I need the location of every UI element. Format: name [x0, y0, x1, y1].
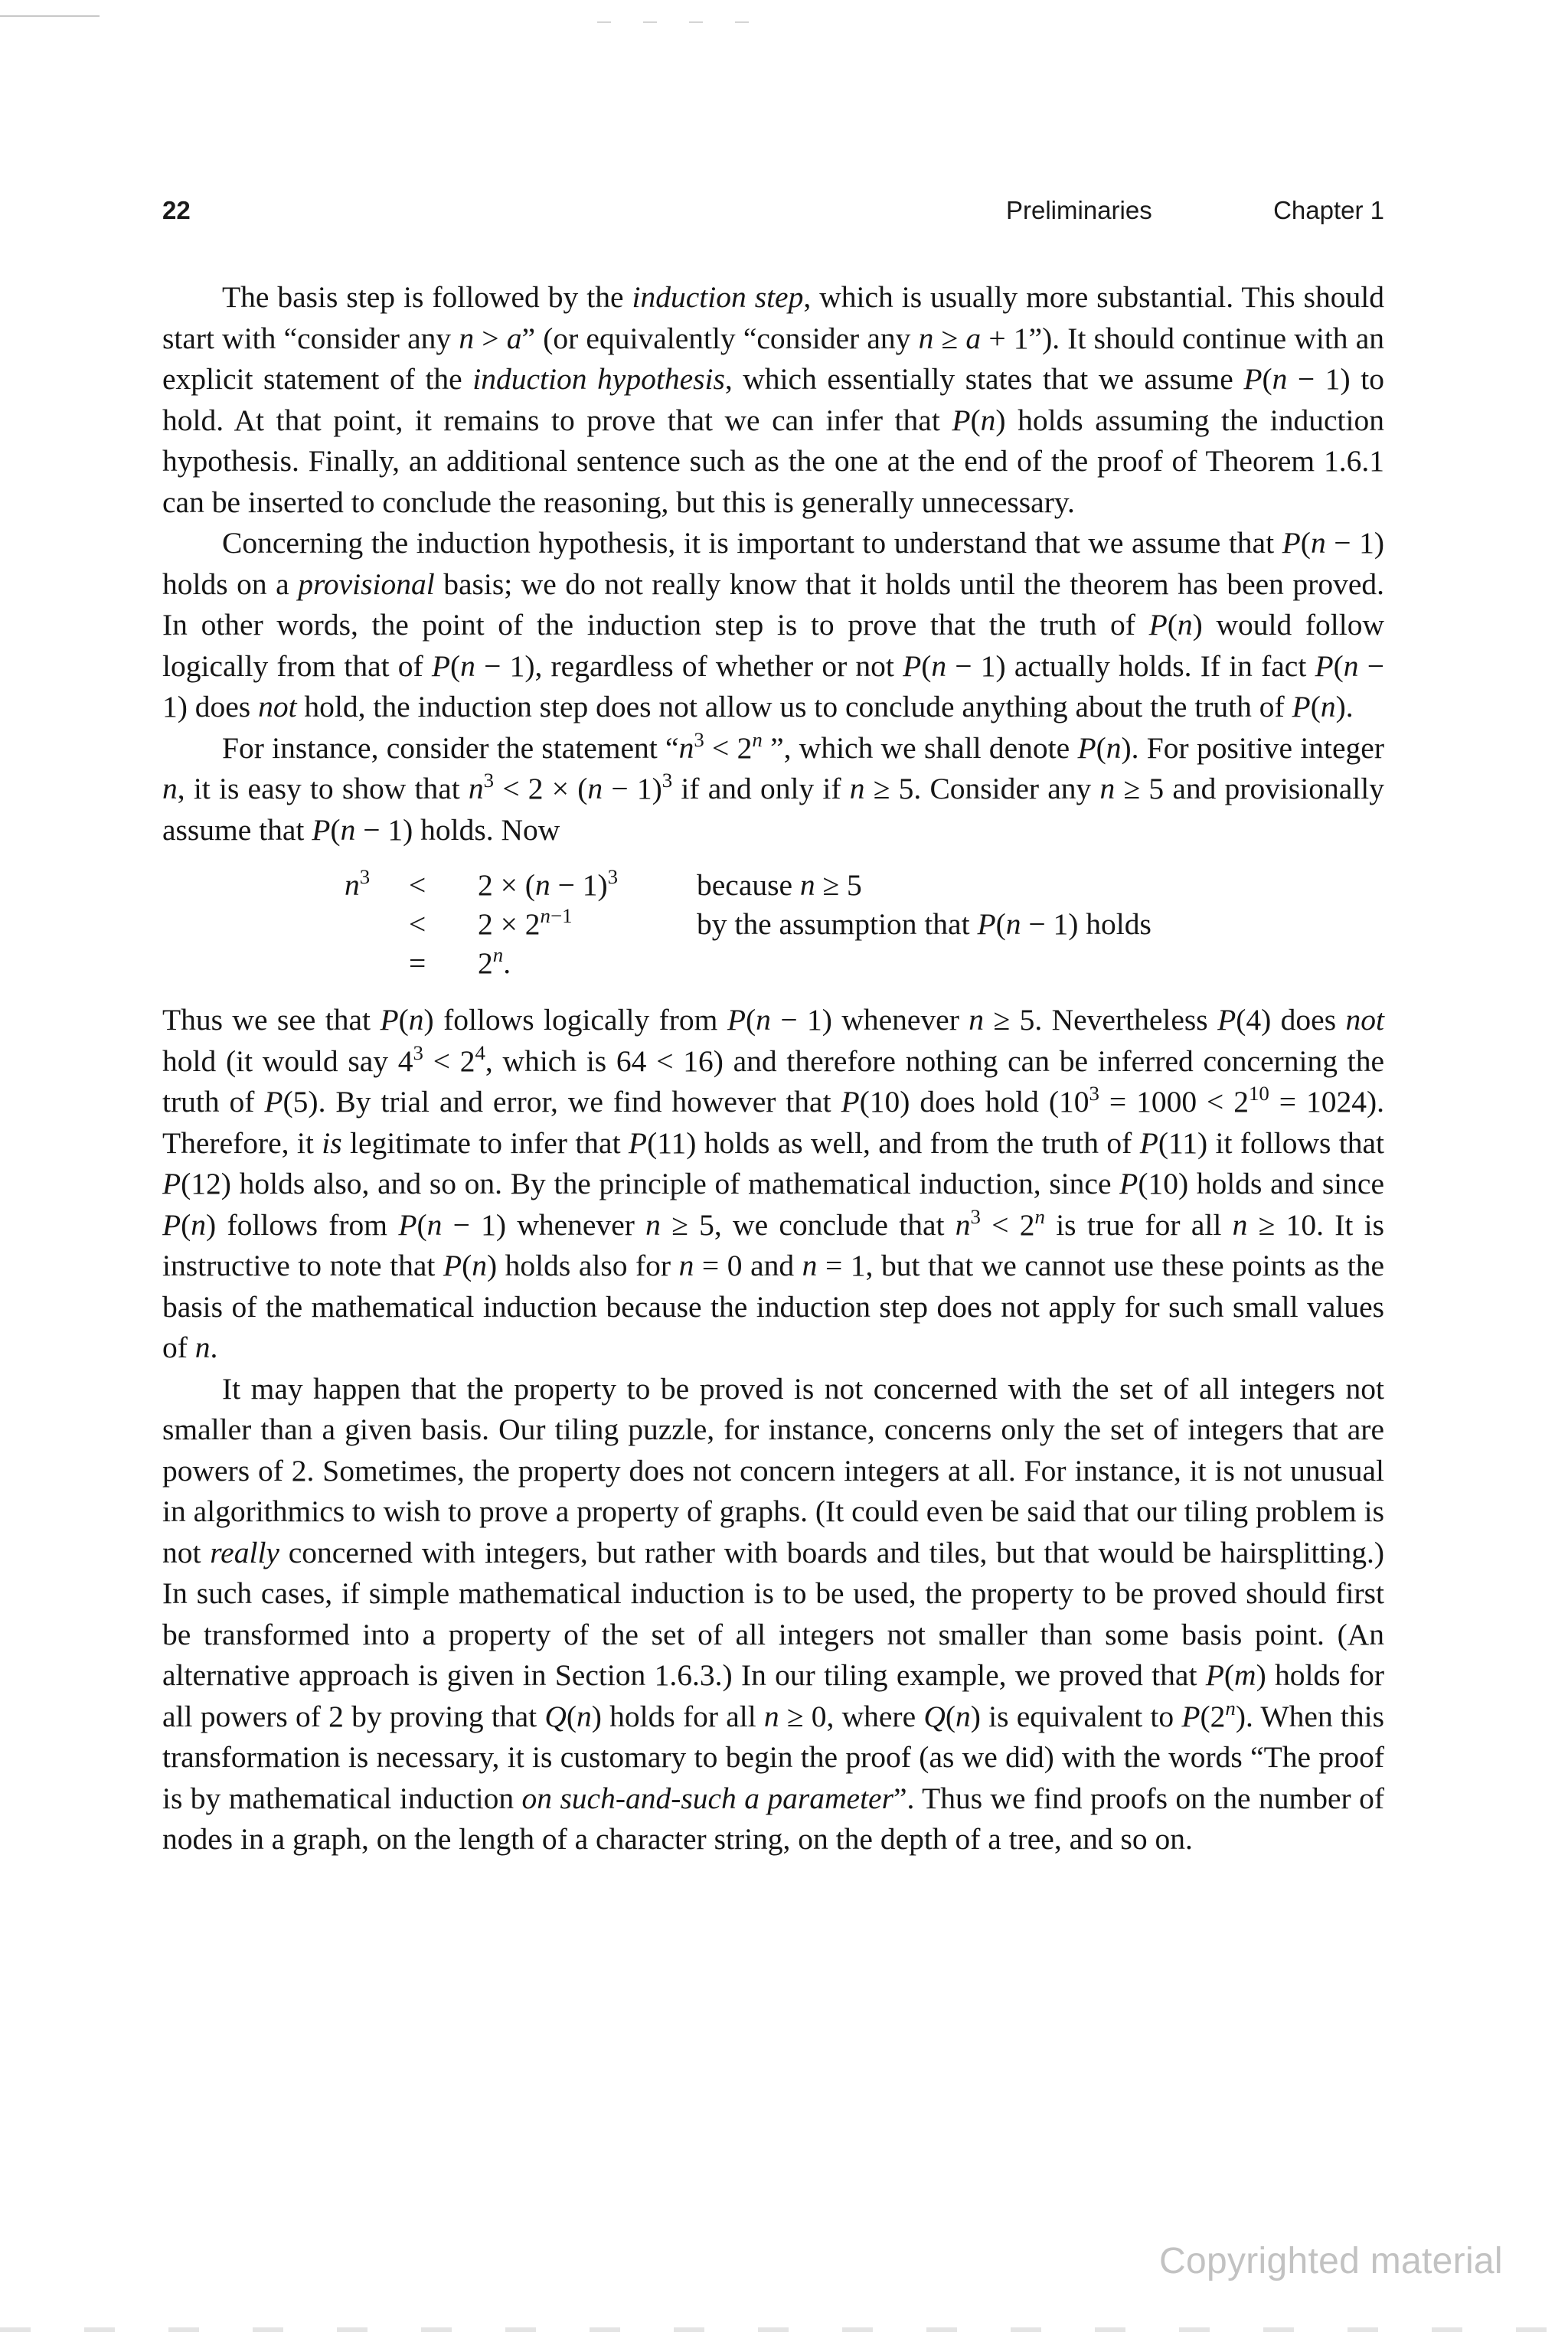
running-head-section: Preliminaries	[1006, 196, 1152, 224]
derivation-reason: by the assumption that P(n − 1) holds	[697, 907, 1152, 941]
running-head	[162, 196, 1384, 234]
derivation-reason	[697, 944, 1152, 983]
paragraph-example-conclusion: Thus we see that P(n) follows logically from P(n − 1) whenever n ≥ 5. Nevertheless P(4) does not hold (it would say $4^3 < 2^4$, which is 64 < 16) and therefore nothing can be inferred concerning the truth of P(5). By trial and error, we find however that P(10) does hold $(10^3 = 1000 < 2^{10} = 1024)$. Therefore, it is legitimate to infer that P(11) holds as well, and from the truth of P(11) it follows that P(12) holds also, and so on. By the principle of mathematical induction, since P(10) holds and since P(n) follows from P(n − 1) whenever n ≥ 5, we conclude that $n^3 < 2^n$ is true for all n ≥ 10. It is instructive to note that P(n) holds also for n = 0 and n = 1, but that we cannot use these points as the basis of the mathematical induction because the induction step does not apply for such small values of n.	[162, 1003, 1385, 1364]
paragraph-transformation: It may happen that the property to be proved is not concerned with the set of all integers not smaller than a given basis. Our tiling puzzle, for instance, concerns only the set of integers that are powers of 2. Sometimes, the property does not concern integers at all. For instance, it is not unusual in algorithmics to wish to prove a property of graphs. (It could even be said that our tiling problem is not really concerned with integers, but rather with boards and tiles, but that would be hairsplitting.) In such cases, if simple mathematical induction is to be used, the property to be proved should first be transformed into a property of the set of all integers not smaller than some basis point. (An alternative approach is given in Section 1.6.3.) In our tiling example, we proved that P(m) holds for all powers of 2 by proving that Q(n) holds for all n ≥ 0, where Q(n) is equivalent to P(2$^n$). When this transformation is necessary, it is customary to begin the proof (as we did) with the words “The proof is by mathematical induction on such-and-such a parameter”. Thus we find proofs on the number of nodes in a graph, on the length of a character string, on the depth of a tree, and so on.	[162, 1371, 1384, 1856]
derivation-row	[345, 866, 1152, 905]
paragraph-induction-step: The basis step is followed by the induction step, which is usually more substantial. This should start with “consider any n > a” (or equivalently “consider any n ≥ a + 1”). It should continue with an explicit statement of the induction hypothesis, which essentially states that we assume P(n − 1) to hold. At that point, it remains to prove that we can infer that P(n) holds assuming the induction hypothesis. Finally, an additional sentence such as the one at the end of the proof of Theorem 1.6.1 can be inserted to conclude the reasoning, but this is generally unnecessary.	[162, 280, 1385, 519]
page-number: 22	[162, 196, 191, 224]
derivation-relation: =	[409, 946, 426, 980]
derivation-lhs	[345, 905, 409, 944]
scan-edge-mark	[597, 21, 781, 23]
paragraph-example-statement: For instance, consider the statement “$n^3 < 2^n$ ”, which we shall denote P(n). For positive integer n, it is easy to show that $n^3 < 2 \times (n - 1)^3$ if and only if n ≥ 5. Consider any n ≥ 5 and provisionally assume that P(n − 1) holds. Now	[162, 727, 1385, 847]
derivation-relation: <	[409, 907, 426, 941]
scan-edge-mark	[0, 2327, 1568, 2332]
derivation-lhs: $n^3$	[345, 865, 371, 902]
derivation-display	[345, 866, 1152, 983]
scan-edge-mark	[0, 15, 100, 17]
copyright-watermark: Copyrighted material	[1159, 2241, 1503, 2281]
running-head-chapter: Chapter 1	[1273, 196, 1384, 224]
derivation-rhs: $2 \times 2^{n-1}$	[478, 904, 573, 941]
body-text	[162, 277, 1384, 1860]
derivation-lhs	[345, 944, 409, 983]
derivation-rhs: $2 \times (n - 1)^3$	[478, 865, 619, 902]
derivation-row	[345, 944, 1152, 983]
derivation-row	[345, 905, 1152, 944]
paragraph-induction-hypothesis: Concerning the induction hypothesis, it is important to understand that we assume that P(n − 1) holds on a provisional basis; we do not really know that it holds until the theorem has been proved. In other words, the point of the induction step is to prove that the truth of P(n) would follow logically from that of P(n − 1), regardless of whether or not P(n − 1) actually holds. If in fact P(n − 1) does not hold, the induction step does not allow us to conclude anything about the truth of P(n).	[162, 526, 1384, 723]
derivation-reason: because n ≥ 5	[697, 868, 862, 902]
derivation-rhs: 2$^n$.	[478, 943, 511, 980]
derivation-relation: <	[409, 868, 426, 902]
